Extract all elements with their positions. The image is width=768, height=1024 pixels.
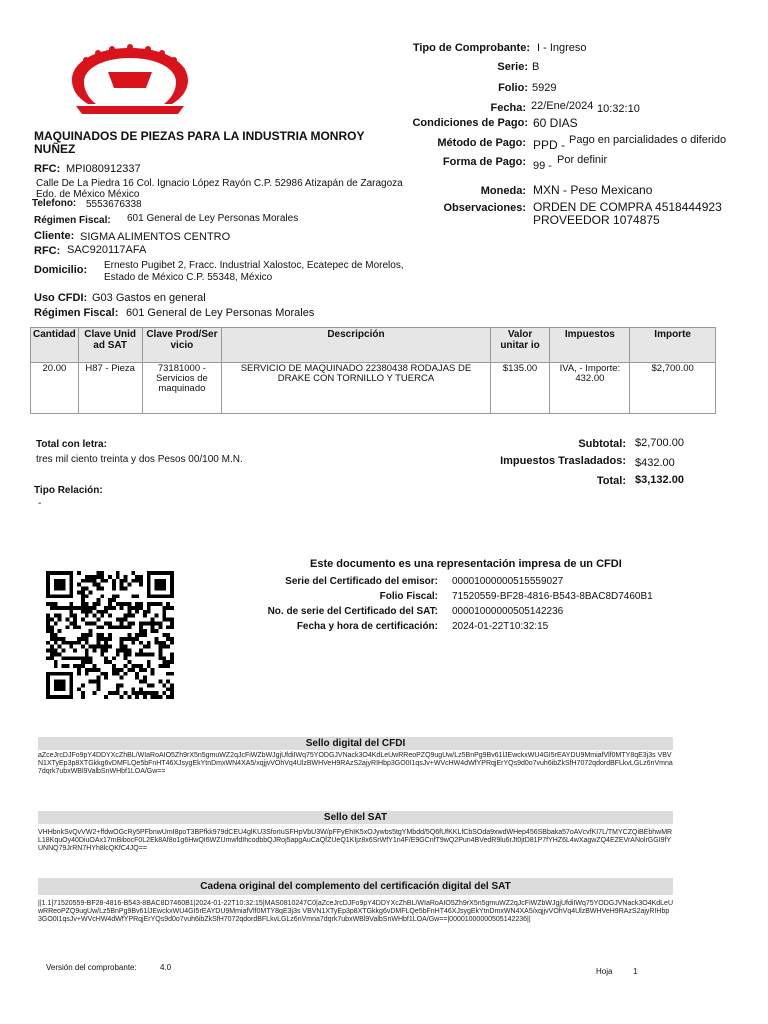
metodo-pago-value: Pago en parcialidades o diferido xyxy=(569,134,727,146)
subtotal-label: Subtotal: xyxy=(578,438,626,450)
receptor-regimen-value: 601 General de Ley Personas Morales xyxy=(126,307,315,319)
forma-pago-label: Forma de Pago: xyxy=(442,156,526,168)
col-descripcion: Descripción xyxy=(222,328,490,363)
col-importe: Importe xyxy=(630,328,716,363)
emisor-direccion-line2: Edo. de México México xyxy=(36,189,140,200)
tipo-relacion-label: Tipo Relación: xyxy=(34,485,103,496)
col-valor-unitario: Valor unitar io xyxy=(490,328,550,363)
cert-sat-value: 00001000000505142236 xyxy=(452,606,564,617)
moneda-value: MXN - Peso Mexicano xyxy=(533,183,653,197)
total-label: Total: xyxy=(596,475,626,487)
observaciones-line2: PROVEEDOR 1074875 xyxy=(533,213,660,227)
domicilio-line1: Ernesto Pugibet 2, Fracc. Industrial Xalostoc, Ecatepec de Morelos, xyxy=(104,260,404,271)
cell-clave-prod: 73181000 - Servicios de maquinado xyxy=(142,363,222,414)
receptor-rfc-label: RFC: xyxy=(34,245,61,257)
version-label: Versión del comprobante: xyxy=(46,963,137,972)
forma-pago-value: Por definir xyxy=(557,154,608,166)
cell-clave-unidad: H87 - Pieza xyxy=(78,363,142,414)
cell-importe: $2,700.00 xyxy=(630,363,716,414)
total-letra-value: tres mil ciento treinta y dos Pesos 00/100 M.N. xyxy=(36,454,243,465)
hora-value: 10:32:10 xyxy=(597,103,640,115)
tipo-relacion-value: - xyxy=(38,498,42,509)
uso-cfdi-value: G03 Gastos en general xyxy=(92,292,206,304)
emisor-regimen-label: Régimen Fiscal: xyxy=(34,215,111,226)
tipo-comprobante-label: Tipo de Comprobante: xyxy=(412,42,530,54)
emisor-nombre-line1: MAQUINADOS DE PIEZAS PARA LA INDUSTRIA MONROY xyxy=(34,129,365,143)
sello-cfdi-title: Sello digital del CFDI xyxy=(38,737,673,750)
hoja-label: Hoja xyxy=(596,967,613,976)
emisor-regimen-value: 601 General de Ley Personas Morales xyxy=(127,213,299,224)
folio-value: 5929 xyxy=(532,82,557,94)
col-impuestos: Impuestos xyxy=(550,328,630,363)
emisor-rfc-value: MPI080912337 xyxy=(66,163,141,175)
items-table xyxy=(30,327,716,414)
condiciones-label: Condiciones de Pago: xyxy=(412,117,528,129)
total-value: $3,132.00 xyxy=(635,474,684,486)
impuestos-label: Impuestos Trasladados: xyxy=(500,455,626,467)
cell-impuestos: IVA, - Importe: 432.00 xyxy=(550,363,630,414)
emisor-rfc-label: RFC: xyxy=(34,163,61,175)
sello-sat-title: Sello del SAT xyxy=(38,811,673,824)
uso-cfdi-label: Uso CFDI: xyxy=(34,292,88,304)
condiciones-value: 60 DIAS xyxy=(533,116,578,130)
emisor-telefono-value: 5553676338 xyxy=(86,199,142,210)
cadena-title: Cadena original del complemento del certificación digital del SAT xyxy=(38,878,673,895)
tipo-comprobante-value: I - Ingreso xyxy=(537,42,587,54)
receptor-regimen-label: Régimen Fiscal: xyxy=(34,307,119,319)
emisor-nombre-line2: NUÑEZ xyxy=(34,142,76,156)
qr-code xyxy=(46,571,174,699)
serie-value: B xyxy=(532,61,540,73)
representacion-impresa: Este documento es una representación impresa de un CFDI xyxy=(310,558,622,570)
fecha-label: Fecha: xyxy=(490,102,526,114)
col-clave-unidad: Clave Unid ad SAT xyxy=(78,328,142,363)
table-header-row xyxy=(31,328,716,363)
version-value: 4.0 xyxy=(160,963,172,972)
col-clave-prod: Clave Prod/Ser vicio xyxy=(142,328,222,363)
hoja-value: 1 xyxy=(633,967,638,976)
cliente-label: Cliente: xyxy=(34,230,75,242)
sello-sat-text: VHHbnkSvQvVW2+ffdwOGcRy5PFbnwUmI8poT3BPfkk979dCEU4glKU3SforIuSFHpVbU3W/pFFyEhIK5xOJywbs5tgYMbdd/5Q6fUfKKLfCbSOda9xwdWHep456SBbaka57oAVcvfKI7L/TMYCZQiBEbhwMRL18KquOy40DiuOAx17mBibocF0L2Ek8Af8o1g6HwQI6WZUmwfdIhcodbbQJRoj5apgAuCaQfZUeQ1KIjz8x6SrWfY1n4F/E9GCnfT9wQ2Pun4BVedR9lu6rJt0jtD81P7fYHZ6L4wXagwZQ4EZEVrANolrGGI9fYUNNQ79JrRN7HYh8lcQKfC4JQ== xyxy=(38,829,673,852)
cadena-text: ||1.1|71520559-BF28-4816-B543-8BAC8D7460B1|2024-01-22T10:32:15|MAS0810247C0|aZceJrcDJFo9pY4DDYXcZhBL/WIaRoAIO5Zh9rX5n5gmuWZ2qJcFiWZbWJgjUfdiIWq75YODGJVNack3O4KdLeUwRReoPZQ9ugUw/Lz5BnPg9Bv61lJEwckxWU4GI5rEAYDU9MmiafVlf0MTY8qE3j3s VBVN1XTyEp3p8XTGkkg6vDMFLQe5bFnHT46XJsygEkYtnDmxWN4XA5/xqjjvVOhVq4UlzBWHVeH9RAzS2ajyRIHbp3GO0I1qsJv+WVcHW4dWfYPRqjErYQs9d0o7vuh6ibZkSfH7072qdordBFLkvLGLz6nVmna7dqrk7ubxWBl9ValbSnWHbf1LOA/Gw==|00001000000505142236|| xyxy=(38,900,673,923)
sello-cfdi-text: aZceJrcDJFo9pY4DDYXcZhBL/WIaRoAIO5Zh9rX5n5gmuWZ2qJcFiWZbWJgjUfdiIWq75YODGJVNack3O4KdLeUwRReoPZQ9ugUw/Lz5BnPg9Bv61lJEwckxWU4GI5rEAYDU9MmiafVlf0MTY8qE3j3s VBVN1XTyEp3p8XTGkkg6vDMFLQe5bFnHT46XJsygEkYtnDmxWN4XA5/xqjjvVOhVq4UlzBWHVeH9RAzS2ajyRIHbp3GO0I1qsJv+WVcHW4dWfYPRqjErYQs9d0o7vuh6ibZkSfH7072qdordBFLkvLGLz6nVmna7dqrk7ubxWBl9ValbSnWHbf1LOA/Gw== xyxy=(38,752,673,775)
company-logo xyxy=(68,44,192,120)
metodo-pago-code: PPD - xyxy=(533,138,566,152)
cell-valor-unitario: $135.00 xyxy=(490,363,550,414)
impuestos-value: $432.00 xyxy=(635,457,675,469)
domicilio-line2: Estado de México C.P. 55348, México xyxy=(104,272,273,283)
table-row xyxy=(31,363,716,414)
fecha-value: 22/Ene/2024 xyxy=(531,100,594,112)
moneda-label: Moneda: xyxy=(480,185,526,197)
serie-label: Serie: xyxy=(497,61,528,73)
cliente-value: SIGMA ALIMENTOS CENTRO xyxy=(80,231,231,243)
fecha-cert-label: Fecha y hora de certificación: xyxy=(296,621,438,632)
metodo-pago-label: Método de Pago: xyxy=(437,137,526,149)
receptor-rfc-value: SAC920117AFA xyxy=(67,244,147,256)
fecha-cert-value: 2024-01-22T10:32:15 xyxy=(452,621,549,632)
cell-descripcion: SERVICIO DE MAQUINADO 22380438 RODAJAS DE DRAKE CON TORNILLO Y TUERCA xyxy=(222,363,490,414)
cell-cantidad: 20.00 xyxy=(31,363,79,414)
folio-fiscal-value: 71520559-BF28-4816-B543-8BAC8D7460B1 xyxy=(452,591,653,602)
col-cantidad: Cantidad xyxy=(31,328,79,363)
cert-sat-label: No. de serie del Certificado del SAT: xyxy=(267,606,438,617)
domicilio-label: Domicilio: xyxy=(34,264,88,276)
cert-emisor-value: 00001000000515559027 xyxy=(452,576,564,587)
cert-emisor-label: Serie del Certificado del emisor: xyxy=(285,576,438,587)
subtotal-value: $2,700.00 xyxy=(635,437,684,449)
folio-fiscal-label: Folio Fiscal: xyxy=(379,591,438,602)
observaciones-label: Observaciones: xyxy=(443,202,526,214)
observaciones-line1: ORDEN DE COMPRA 4518444923 xyxy=(533,200,722,214)
emisor-telefono-label: Telefono: xyxy=(32,198,77,209)
emisor-direccion-line1: Calle De La Piedra 16 Col. Ignacio López Rayón C.P. 52986 Atizapán de Zaragoza xyxy=(36,178,403,189)
folio-label: Folio: xyxy=(498,82,528,94)
forma-pago-code: 99 - xyxy=(533,160,552,172)
total-letra-label: Total con letra: xyxy=(36,439,107,450)
